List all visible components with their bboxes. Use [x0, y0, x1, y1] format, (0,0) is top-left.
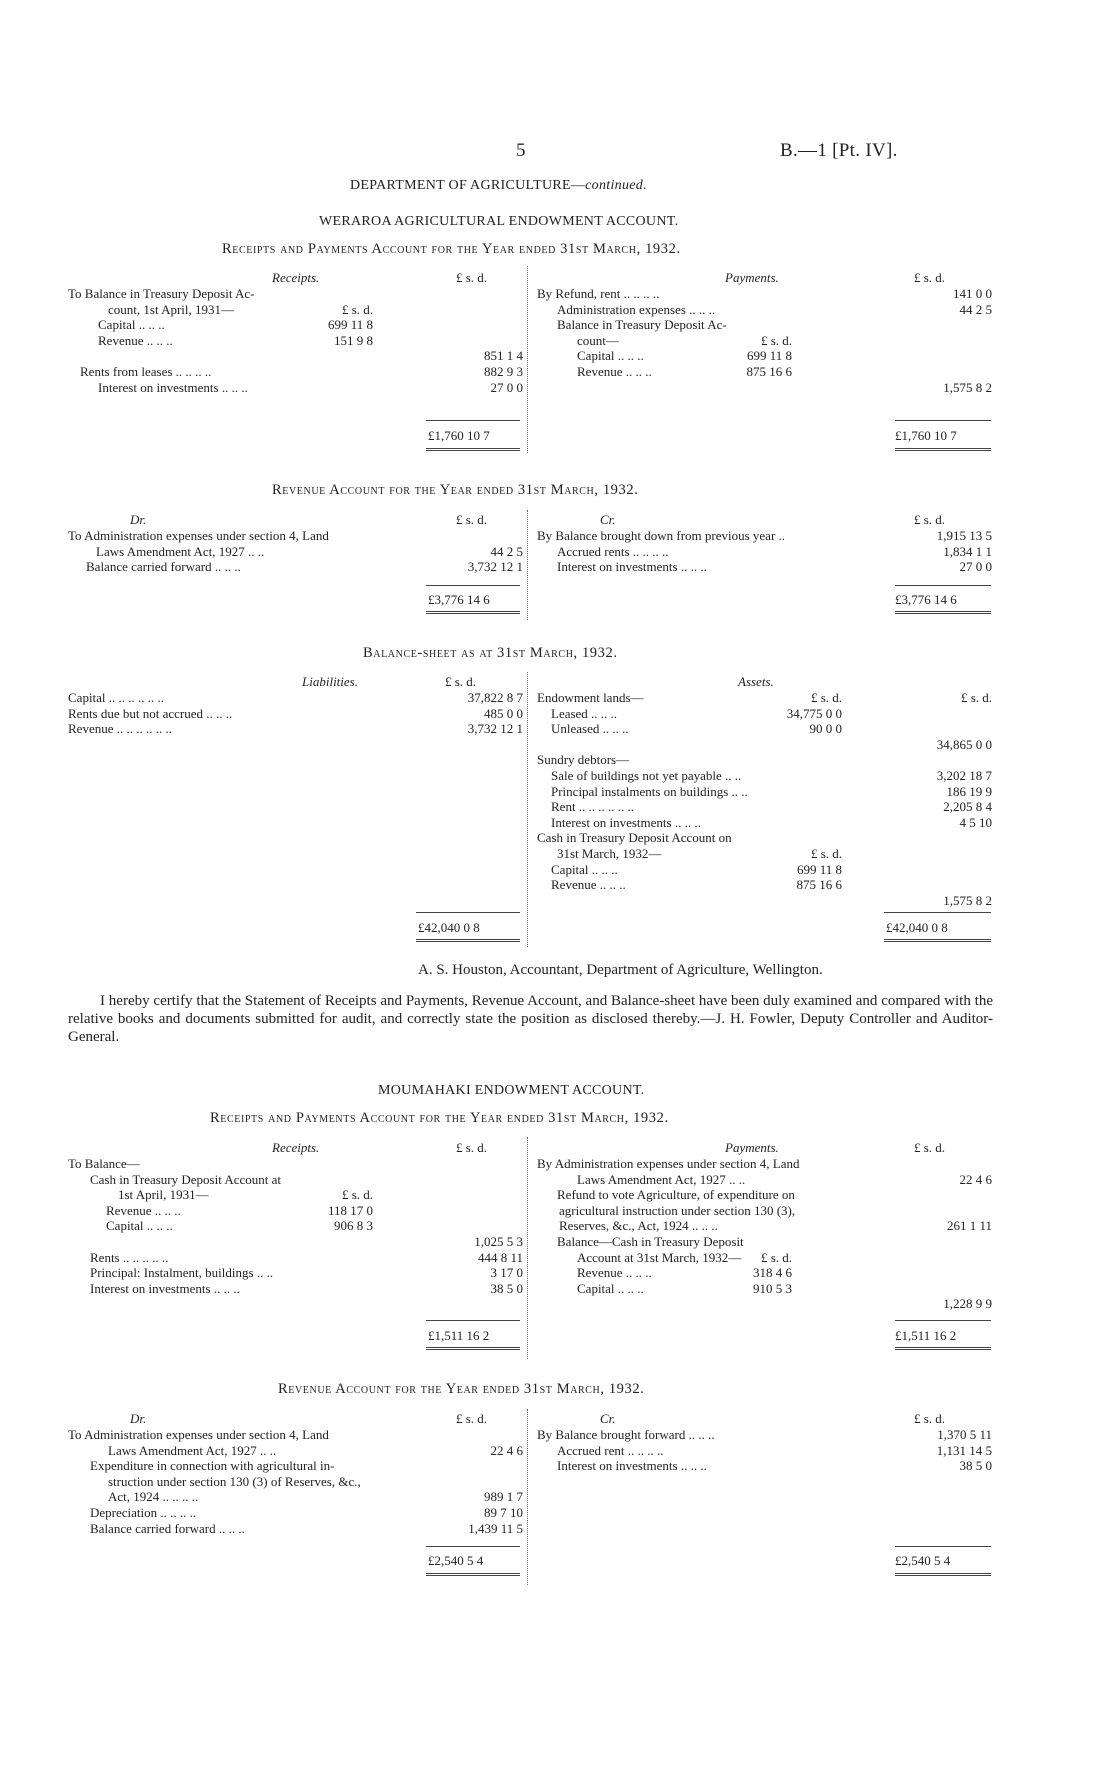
ledger-label: Unleased .. .. .. — [551, 721, 629, 737]
ledger-label: To Administration expenses under section 4, Land — [68, 528, 329, 543]
ledger-label: By Administration expenses under section 4, Land — [537, 1156, 800, 1171]
ledger-row — [68, 1234, 523, 1250]
ledger-row — [68, 1521, 523, 1537]
column-divider — [527, 510, 528, 620]
ledger-amount: 141 0 0 — [953, 286, 992, 301]
receipts-heading: Receipts. — [272, 1140, 320, 1155]
weraroa-rp-title: Receipts and Payments Account for the Year ended 31st March, 1932. — [222, 241, 681, 257]
ledger-inner-amount: 699 11 8 — [796, 861, 842, 877]
ledger-label: count— — [577, 332, 619, 348]
ledger-row — [537, 333, 992, 349]
ledger-inner-amount: £ s. d. — [341, 1187, 373, 1203]
double-rule — [426, 1573, 520, 1576]
total-right: £3,776 14 6 — [895, 592, 957, 607]
ledger-label: count, 1st April, 1931— — [108, 301, 235, 317]
ledger-row — [68, 1458, 523, 1474]
ledger-label: Capital .. .. .. — [577, 1280, 644, 1296]
ledger-row — [537, 721, 992, 737]
ledger-label: Administration expenses .. .. .. — [557, 301, 716, 317]
ledger-row — [537, 1234, 992, 1250]
col-head: £ s. d. — [914, 1140, 946, 1155]
ledger-row — [68, 1250, 523, 1266]
ledger-row — [68, 544, 523, 560]
ledger-amount: 1,025 5 3 — [474, 1233, 523, 1249]
ledger-inner-amount: 699 11 8 — [327, 317, 373, 333]
ledger-label: To Administration expenses under section 4, Land — [68, 1427, 329, 1442]
ledger-row — [537, 364, 992, 380]
ledger-label: 1st April, 1931— — [118, 1187, 209, 1203]
ledger-label: Account at 31st March, 1932— — [577, 1249, 742, 1265]
double-rule — [426, 1347, 520, 1350]
ledger-row — [537, 1250, 992, 1266]
ledger-amount: 485 0 0 — [484, 705, 523, 721]
continued-label: continued. — [585, 178, 647, 193]
ledger-amount: 444 8 11 — [477, 1249, 523, 1265]
payments-heading: Payments. — [725, 270, 779, 285]
ledger-row — [537, 544, 992, 560]
ledger-inner-amount: 118 17 0 — [327, 1202, 373, 1218]
ledger-inner-amount: 318 4 6 — [753, 1265, 792, 1281]
ledger-amount: 186 19 9 — [946, 783, 992, 799]
ledger-label: Laws Amendment Act, 1927 .. .. — [108, 1442, 277, 1458]
ledger-row — [68, 1489, 523, 1505]
ledger-amount: 89 7 10 — [484, 1504, 523, 1520]
ledger-label: 31st March, 1932— — [557, 845, 662, 861]
ledger-amount: 37,822 8 7 — [467, 690, 523, 705]
ledger-row — [537, 302, 992, 318]
ledger-row — [537, 1172, 992, 1188]
moumahaki-rev-title: Revenue Account for the Year ended 31st March, 1932. — [278, 1381, 645, 1397]
ledger-amount: 1,575 8 2 — [943, 892, 992, 908]
ledger-amount: 3,732 12 1 — [467, 721, 523, 737]
ledger-amount: 22 4 6 — [959, 1171, 992, 1187]
ledger-row — [537, 799, 992, 815]
ledger-inner-amount: 875 16 6 — [796, 877, 842, 893]
ledger-label: By Refund, rent .. .. .. .. — [537, 286, 660, 301]
ledger-row — [537, 752, 992, 768]
document-reference: B.—1 [Pt. IV]. — [780, 140, 898, 161]
total-left: £42,040 0 8 — [418, 920, 480, 935]
ledger-row — [68, 333, 523, 349]
total-right: £1,511 16 2 — [895, 1328, 957, 1343]
ledger-row — [68, 1443, 523, 1459]
ledger-row — [537, 1203, 992, 1219]
ledger-row — [537, 1218, 992, 1234]
col-head: £ s. d. — [445, 674, 477, 689]
ledger-label: struction under section 130 (3) of Reserves, &c., — [108, 1473, 361, 1489]
col-head: £ s. d. — [914, 512, 946, 527]
ledger-row — [537, 528, 992, 544]
ledger-inner-amount: 151 9 8 — [334, 332, 373, 348]
weraroa-debits — [68, 528, 523, 575]
ledger-inner-amount: 910 5 3 — [753, 1280, 792, 1296]
ledger-label: Interest on investments .. .. .. — [90, 1280, 240, 1296]
total-left: £1,760 10 7 — [428, 428, 490, 443]
double-rule — [884, 939, 991, 942]
ledger-row — [68, 286, 523, 302]
ledger-label: Cash in Treasury Deposit Account on — [537, 830, 732, 846]
ledger-inner-amount: £ s. d. — [760, 332, 792, 348]
audit-certificate: I hereby certify that the Statement of Receipts and Payments, Revenue Account, and Balance-sheet have been duly examined and compared with the relative books and documents submitted for audit, and correctly state the position as disclosed thereby.—J. H. Fowler, Deputy Controller and Auditor-General. — [68, 993, 993, 1045]
ledger-row — [537, 737, 992, 753]
ledger-inner-amount: £ s. d. — [810, 690, 842, 705]
ledger-row — [537, 862, 992, 878]
ledger-amount: 3 17 0 — [490, 1265, 523, 1281]
weraroa-payments — [537, 286, 992, 395]
ledger-label: Sale of buildings not yet payable .. .. — [551, 767, 742, 783]
ledger-label: Act, 1924 .. .. .. .. — [108, 1489, 199, 1505]
ledger-label: Revenue .. .. .. — [577, 363, 652, 379]
ledger-label: Balance—Cash in Treasury Deposit — [557, 1233, 744, 1249]
ledger-label: Interest on investments .. .. .. — [557, 1458, 707, 1474]
weraroa-bs-title: Balance-sheet as at 31st March, 1932. — [363, 645, 618, 661]
total-rule — [416, 912, 520, 913]
moumahaki-title: MOUMAHAKI ENDOWMENT ACCOUNT. — [378, 1083, 645, 1098]
ledger-inner-amount: £ s. d. — [810, 845, 842, 861]
ledger-amount: 1,915 13 5 — [936, 528, 992, 543]
ledger-amount: 882 9 3 — [484, 363, 523, 379]
ledger-label: Capital .. .. .. — [551, 861, 618, 877]
moumahaki-rp-title: Receipts and Payments Account for the Year ended 31st March, 1932. — [210, 1110, 669, 1126]
ledger-label: Interest on investments .. .. .. — [557, 559, 707, 575]
ledger-row — [537, 1443, 992, 1459]
ledger-label: Leased .. .. .. — [551, 705, 618, 721]
ledger-label: By Balance brought down from previous year .. — [537, 528, 786, 543]
ledger-amount: 851 1 4 — [484, 348, 523, 364]
ledger-label: Rents .. .. .. .. .. — [90, 1249, 169, 1265]
ledger-amount: 22 4 6 — [490, 1442, 523, 1458]
total-rule — [426, 1546, 520, 1547]
col-head: £ s. d. — [914, 1411, 946, 1426]
ledger-label: Revenue .. .. .. — [98, 332, 173, 348]
ledger-row — [537, 1458, 992, 1474]
col-head: £ s. d. — [914, 270, 946, 285]
ledger-label: Principal: Instalment, buildings .. .. — [90, 1265, 274, 1281]
ledger-row — [68, 1281, 523, 1297]
ledger-label: Capital .. .. .. — [98, 317, 165, 333]
total-rule — [895, 585, 991, 586]
double-rule — [895, 1573, 991, 1576]
ledger-amount: 38 5 0 — [959, 1458, 992, 1474]
ledger-row — [68, 1187, 523, 1203]
col-head: £ s. d. — [456, 1140, 488, 1155]
ledger-label: Interest on investments .. .. .. — [551, 814, 701, 830]
total-rule — [895, 420, 991, 421]
ledger-label: Principal instalments on buildings .. .. — [551, 783, 748, 799]
department-heading — [350, 178, 647, 194]
ledger-amount: 2,205 8 4 — [943, 799, 992, 815]
total-rule — [426, 420, 520, 421]
ledger-label: Sundry debtors— — [537, 752, 630, 768]
ledger-row — [68, 690, 523, 706]
moumahaki-payments — [537, 1156, 992, 1312]
total-rule — [884, 912, 991, 913]
ledger-label: Laws Amendment Act, 1927 .. .. — [577, 1171, 746, 1187]
ledger-row — [68, 1474, 523, 1490]
ledger-label: Balance in Treasury Deposit Ac- — [557, 317, 727, 333]
total-left: £2,540 5 4 — [428, 1553, 484, 1568]
cr-label: Cr. — [600, 1411, 616, 1426]
ledger-label: Reserves, &c., Act, 1924 .. .. .. — [559, 1218, 718, 1234]
ledger-amount: 989 1 7 — [484, 1489, 523, 1505]
ledger-row — [68, 706, 523, 722]
ledger-label: Rent .. .. .. .. .. .. — [551, 799, 635, 815]
dr-label: Dr. — [130, 512, 147, 527]
ledger-row — [537, 380, 992, 396]
col-head: £ s. d. — [456, 270, 488, 285]
ledger-label: Revenue .. .. .. — [106, 1202, 181, 1218]
ledger-label: Endowment lands— — [537, 690, 644, 705]
ledger-row — [537, 830, 992, 846]
ledger-label: Laws Amendment Act, 1927 .. .. — [96, 543, 265, 559]
ledger-amount: 1,228 9 9 — [943, 1296, 992, 1312]
ledger-inner-amount: 34,775 0 0 — [786, 705, 842, 721]
weraroa-title: WERAROA AGRICULTURAL ENDOWMENT ACCOUNT. — [319, 214, 679, 229]
weraroa-credits — [537, 528, 992, 575]
ledger-amount: 27 0 0 — [959, 559, 992, 575]
ledger-row — [537, 348, 992, 364]
ledger-amount: 1,439 11 5 — [468, 1520, 523, 1536]
ledger-label: Refund to vote Agriculture, of expenditure on — [557, 1187, 795, 1203]
ledger-amount: 44 2 5 — [959, 301, 992, 317]
col-head: £ s. d. — [456, 512, 488, 527]
ledger-row — [68, 302, 523, 318]
double-rule — [416, 939, 520, 942]
ledger-row — [537, 1187, 992, 1203]
column-divider — [527, 1137, 528, 1359]
ledger-label: Revenue .. .. .. .. .. .. — [68, 721, 172, 737]
column-divider — [527, 266, 528, 453]
total-rule — [895, 1546, 991, 1547]
ledger-amount: 1,370 5 11 — [937, 1427, 992, 1442]
department-name: DEPARTMENT OF AGRICULTURE— — [350, 178, 586, 193]
ledger-row — [537, 1281, 992, 1297]
ledger-row — [68, 364, 523, 380]
ledger-row — [68, 559, 523, 575]
ledger-inner-amount: 906 8 3 — [334, 1218, 373, 1234]
ledger-label: Rents due but not accrued .. .. .. — [68, 705, 233, 721]
ledger-amount: 44 2 5 — [490, 543, 523, 559]
ledger-label: Capital .. .. .. — [106, 1218, 173, 1234]
ledger-row — [68, 380, 523, 396]
moumahaki-credits — [537, 1427, 992, 1474]
ledger-label: Revenue .. .. .. — [551, 877, 626, 893]
ledger-label: Balance carried forward .. .. .. — [90, 1520, 245, 1536]
total-rule — [895, 1320, 991, 1321]
page-number: 5 — [516, 140, 526, 161]
ledger-amount: 1,131 14 5 — [936, 1442, 992, 1458]
weraroa-assets — [537, 690, 992, 908]
liabilities-heading: Liabilities. — [302, 674, 358, 689]
col-head: £ s. d. — [456, 1411, 488, 1426]
ledger-inner-amount: 699 11 8 — [746, 348, 792, 364]
ledger-row — [68, 1427, 523, 1443]
moumahaki-receipts — [68, 1156, 523, 1296]
column-divider — [527, 672, 528, 947]
ledger-label: agricultural instruction under section 130 (3), — [559, 1202, 796, 1218]
double-rule — [426, 448, 520, 451]
ledger-row — [68, 528, 523, 544]
ledger-row — [537, 784, 992, 800]
assets-heading: Assets. — [738, 674, 774, 689]
ledger-label: Rents from leases .. .. .. .. — [80, 363, 212, 379]
total-right: £2,540 5 4 — [895, 1553, 951, 1568]
ledger-row — [537, 815, 992, 831]
total-rule — [426, 585, 520, 586]
total-rule — [426, 1320, 520, 1321]
receipts-heading: Receipts. — [272, 270, 320, 285]
ledger-amount: 3,732 12 1 — [467, 559, 523, 575]
ledger-row — [537, 706, 992, 722]
double-rule — [426, 611, 520, 614]
ledger-label: Cash in Treasury Deposit Account at — [90, 1171, 282, 1187]
ledger-label: Interest on investments .. .. .. — [98, 379, 248, 395]
ledger-amount: 261 1 11 — [946, 1218, 992, 1234]
ledger-label: Revenue .. .. .. — [577, 1265, 652, 1281]
ledger-row — [537, 846, 992, 862]
ledger-inner-amount: £ s. d. — [341, 301, 373, 317]
ledger-row — [537, 1296, 992, 1312]
ledger-row — [68, 1156, 523, 1172]
ledger-amount: 27 0 0 — [490, 379, 523, 395]
ledger-row — [68, 1265, 523, 1281]
ledger-label: Capital .. .. .. .. .. .. — [68, 690, 165, 705]
ledger-amount: 1,834 1 1 — [943, 543, 992, 559]
ledger-amount: 1,575 8 2 — [943, 379, 992, 395]
ledger-row — [68, 1218, 523, 1234]
double-rule — [895, 448, 991, 451]
ledger-amount: £ s. d. — [960, 690, 992, 705]
ledger-row — [68, 348, 523, 364]
total-right: £1,760 10 7 — [895, 428, 957, 443]
ledger-row — [537, 893, 992, 909]
ledger-label: To Balance in Treasury Deposit Ac- — [68, 286, 255, 301]
double-rule — [895, 611, 991, 614]
ledger-row — [537, 690, 992, 706]
double-rule — [895, 1347, 991, 1350]
ledger-row — [537, 286, 992, 302]
weraroa-rev-title: Revenue Account for the Year ended 31st March, 1932. — [272, 482, 639, 498]
signature-line: A. S. Houston, Accountant, Department of Agriculture, Wellington. — [418, 962, 823, 978]
ledger-label: Accrued rent .. .. .. .. — [557, 1442, 664, 1458]
weraroa-receipts — [68, 286, 523, 395]
cr-label: Cr. — [600, 512, 616, 527]
dr-label: Dr. — [130, 1411, 147, 1426]
ledger-amount: 38 5 0 — [490, 1280, 523, 1296]
payments-heading: Payments. — [725, 1140, 779, 1155]
ledger-row — [68, 1172, 523, 1188]
ledger-label: Capital .. .. .. — [577, 348, 644, 364]
ledger-row — [68, 317, 523, 333]
column-divider — [527, 1409, 528, 1585]
ledger-inner-amount: £ s. d. — [760, 1249, 792, 1265]
ledger-row — [537, 559, 992, 575]
ledger-amount: 34,865 0 0 — [936, 736, 992, 752]
ledger-row — [537, 768, 992, 784]
ledger-row — [537, 1427, 992, 1443]
ledger-row — [537, 317, 992, 333]
total-right: £42,040 0 8 — [886, 920, 948, 935]
ledger-inner-amount: 875 16 6 — [746, 363, 792, 379]
total-left: £1,511 16 2 — [428, 1328, 490, 1343]
ledger-row — [68, 1203, 523, 1219]
ledger-label: To Balance— — [68, 1156, 140, 1171]
moumahaki-debits — [68, 1427, 523, 1536]
total-left: £3,776 14 6 — [428, 592, 490, 607]
ledger-label: Balance carried forward .. .. .. — [86, 559, 241, 575]
ledger-row — [537, 1156, 992, 1172]
ledger-label: By Balance brought forward .. .. .. — [537, 1427, 715, 1442]
ledger-label: Expenditure in connection with agricultural in- — [90, 1458, 335, 1474]
ledger-row — [537, 1265, 992, 1281]
ledger-label: Depreciation .. .. .. .. — [90, 1504, 197, 1520]
ledger-row — [68, 721, 523, 737]
ledger-inner-amount: 90 0 0 — [809, 721, 842, 737]
ledger-amount: 4 5 10 — [959, 814, 992, 830]
ledger-label: Accrued rents .. .. .. .. — [557, 543, 669, 559]
weraroa-liabilities — [68, 690, 523, 737]
ledger-amount: 3,202 18 7 — [936, 767, 992, 783]
ledger-row — [68, 1505, 523, 1521]
ledger-row — [537, 877, 992, 893]
